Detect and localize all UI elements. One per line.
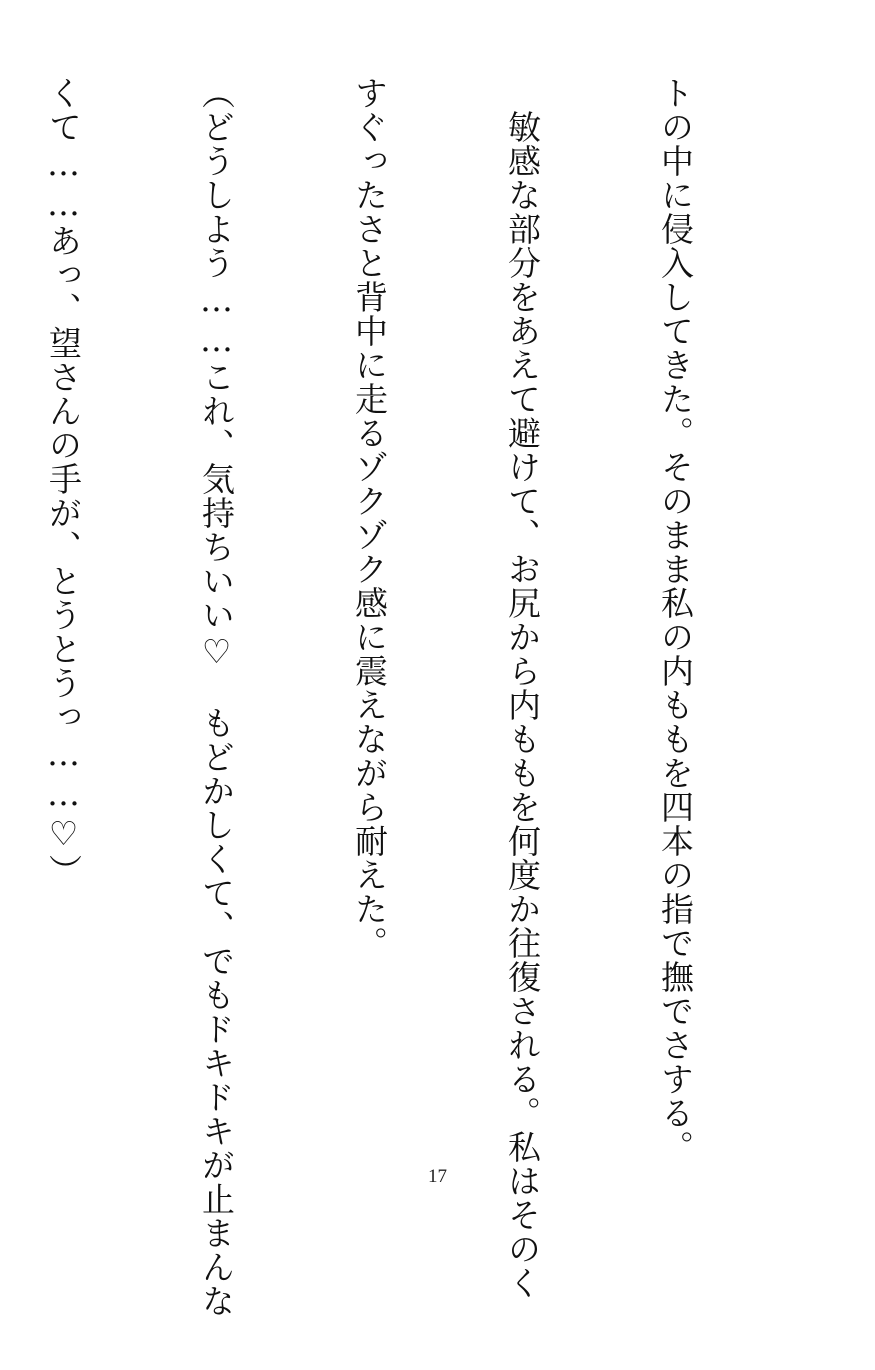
text-line: （どうしよう……これ、気持ちいい♡ もどかしくて、でもドキドキが止まんな <box>197 76 236 1318</box>
text-line: すぐったさと背中に走るゾクゾク感に震えながら耐えた。 <box>350 76 389 960</box>
text-line: 敏感な部分をあえて避けて、お尻から内ももを何度か往復される。私はそのく <box>503 76 542 1300</box>
page-number: 17 <box>428 1166 447 1187</box>
text-line: トの中に侵入してきた。そのまま私の内ももを四本の指で撫でさする。 <box>656 76 695 1164</box>
text-line: くて……あっ、望さんの手が、とうとうっ……♡） <box>44 76 83 888</box>
